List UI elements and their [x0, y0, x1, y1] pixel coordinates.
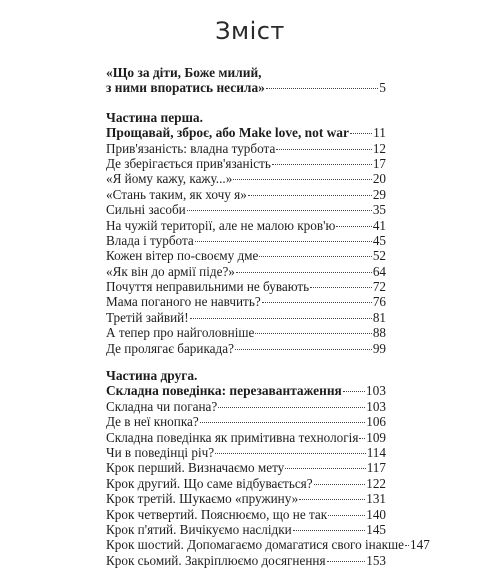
dot-leader: [350, 133, 372, 134]
dot-leader: [259, 256, 371, 257]
toc-entry-page: 35: [372, 202, 386, 218]
dot-leader: [343, 391, 365, 392]
toc-entry[interactable]: [106, 218, 386, 233]
toc-entry-part2[interactable]: [106, 383, 386, 398]
toc-entry-title: Складна поведінка як примітивна технологія: [106, 429, 359, 445]
toc-entry[interactable]: [106, 248, 386, 263]
toc-entry[interactable]: [106, 537, 430, 553]
toc-entry-title: Крок другий. Що саме відбувається?: [106, 475, 313, 491]
toc-entry-title: Складна чи погана?: [106, 398, 218, 414]
dot-leader: [195, 241, 372, 242]
part1-list: [106, 141, 386, 356]
dot-leader: [187, 210, 372, 211]
toc-entry-page: 11: [373, 125, 386, 141]
toc-entry-page: 153: [366, 552, 386, 568]
toc-entry[interactable]: [106, 430, 386, 445]
toc-entry-page: 45: [372, 232, 386, 248]
toc-entry-title: з ними впоратись несила»: [106, 80, 265, 96]
toc-entry-title: А тепер про найголовніше: [106, 325, 255, 341]
dot-leader: [336, 226, 371, 227]
dot-leader: [328, 515, 365, 516]
toc-entry[interactable]: [106, 507, 386, 522]
toc-entry-page: 99: [372, 340, 386, 356]
part1-heading: Частина перша.: [106, 109, 203, 125]
toc-entry-part1[interactable]: [106, 125, 386, 140]
toc-entry-page: 103: [365, 383, 386, 399]
toc-entry[interactable]: [106, 279, 386, 294]
dot-leader: [293, 530, 366, 531]
toc-entry-title: Крок перший. Визначаємо мету: [106, 460, 285, 476]
dot-leader: [272, 164, 372, 165]
toc-entry-title: Почуття неправильними не бувають: [106, 279, 310, 295]
dot-leader: [190, 318, 372, 319]
toc-entry-page: 117: [366, 460, 386, 476]
toc-entry-page: 131: [366, 491, 386, 507]
dot-leader: [266, 88, 378, 89]
toc-entry-title: Прив'язаність: владна турбота: [106, 140, 276, 156]
toc-entry-title: Крок сьомий. Закріплюємо досягнення: [106, 552, 326, 568]
toc-entry-title: Третій зайвий!: [106, 309, 189, 325]
toc-entry-title: Мама поганого не навчить?: [106, 294, 261, 310]
toc-entry-page: 12: [372, 140, 386, 156]
toc-entry-page: 52: [372, 248, 386, 264]
toc-entry[interactable]: [106, 294, 386, 309]
toc-entry-page: 145: [366, 521, 386, 537]
toc-entry[interactable]: [106, 171, 386, 186]
dot-leader: [327, 561, 366, 562]
toc-entry-title: Крок четвертий. Пояснюємо, що не так: [106, 506, 328, 522]
dot-leader: [262, 302, 372, 303]
toc-entry-page: 20: [372, 171, 386, 187]
dot-leader: [299, 499, 365, 500]
dot-leader: [215, 453, 366, 454]
toc-entry-page: 5: [379, 80, 386, 96]
toc-entry-page: 122: [366, 475, 386, 491]
dot-leader: [276, 149, 372, 150]
dot-leader: [310, 287, 372, 288]
toc-entry[interactable]: [106, 202, 386, 217]
toc-entry-page: 64: [372, 263, 386, 279]
dot-leader: [235, 349, 372, 350]
toc-entry[interactable]: [106, 414, 386, 429]
toc-entry-page: 41: [372, 217, 386, 233]
toc-entry-title: Де пролягає барикада?: [106, 340, 234, 356]
toc-entry-page: 88: [372, 325, 386, 341]
dot-leader: [233, 179, 372, 180]
dot-leader: [236, 272, 372, 273]
toc-entry-title: Кожен вітер по-своєму дме: [106, 248, 259, 264]
toc-entry-page: 81: [372, 309, 386, 325]
toc-entry[interactable]: [106, 341, 386, 356]
dot-leader: [359, 438, 365, 439]
table-of-contents: [106, 65, 430, 568]
dot-leader: [255, 333, 371, 334]
toc-entry[interactable]: [106, 233, 386, 248]
dot-leader: [218, 407, 365, 408]
toc-entry[interactable]: [106, 264, 386, 279]
toc-entry[interactable]: [106, 310, 386, 325]
toc-entry-page: 114: [366, 444, 386, 460]
toc-entry[interactable]: [106, 476, 386, 491]
toc-entry[interactable]: [106, 141, 386, 156]
dot-leader: [405, 545, 409, 546]
dot-leader: [285, 468, 365, 469]
toc-entry-title: Чи в поведінці річ?: [106, 444, 215, 460]
toc-entry-title: Влада і турбота: [106, 232, 194, 248]
toc-entry-title: Сильні засоби: [106, 202, 186, 218]
toc-entry[interactable]: [106, 156, 386, 171]
toc-entry-page: 103: [366, 398, 386, 414]
toc-entry-title: Де зберігається прив'язаність: [106, 155, 271, 171]
part2-heading: Частина друга.: [106, 368, 198, 384]
toc-entry-title: «Я йому кажу, кажу...»: [106, 171, 233, 187]
toc-entry-title: Де в неї кнопка?: [106, 414, 199, 430]
dot-leader: [248, 195, 372, 196]
toc-entry-page: 140: [366, 506, 386, 522]
toc-entry[interactable]: [106, 399, 386, 414]
toc-entry[interactable]: [106, 491, 386, 506]
part2-list: [106, 398, 430, 568]
toc-entry-intro[interactable]: [106, 80, 386, 95]
toc-entry-page: 29: [372, 186, 386, 202]
toc-entry-page: 76: [372, 294, 386, 310]
toc-entry[interactable]: [106, 187, 386, 202]
toc-entry-page: 17: [372, 155, 386, 171]
toc-entry-title: Крок третій. Шукаємо «пружину»: [106, 491, 299, 507]
dot-leader: [314, 484, 366, 485]
toc-entry-title: «Стань таким, як хочу я»: [106, 186, 247, 202]
toc-entry-title: На чужій території, але не малою кров'ю: [106, 217, 336, 233]
toc-entry-title: Крок п'ятий. Вичікуємо наслідки: [106, 521, 292, 537]
toc-entry[interactable]: [106, 553, 386, 568]
dot-leader: [200, 422, 365, 423]
toc-entry-title: Складна поведінка: перезавантаження: [106, 383, 342, 399]
toc-entry-title: Прощавай, зброє, або Make love, not war: [106, 125, 349, 141]
toc-entry-page: 147: [410, 537, 430, 553]
toc-entry-page: 109: [366, 429, 386, 445]
toc-entry[interactable]: [106, 522, 386, 537]
toc-entry[interactable]: [106, 460, 386, 475]
toc-entry[interactable]: [106, 325, 386, 340]
toc-entry-page: 72: [372, 279, 386, 295]
toc-entry-title: Крок шостий. Допомагаємо домагатися свого інакше: [106, 537, 405, 553]
toc-entry-page: 106: [366, 414, 386, 430]
intro-title-line-1: «Що за діти, Боже милий,: [106, 65, 262, 80]
toc-entry-title: «Як він до армії піде?»: [106, 263, 235, 279]
toc-entry[interactable]: [106, 445, 386, 460]
page-title: Зміст: [215, 17, 285, 45]
